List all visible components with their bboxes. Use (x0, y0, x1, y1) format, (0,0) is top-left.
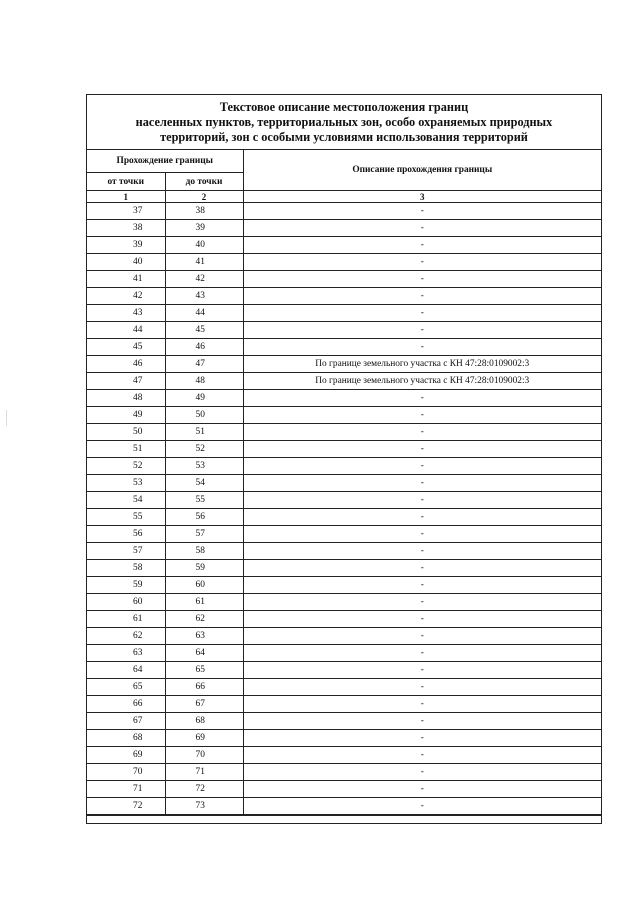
table-row (87, 322, 601, 339)
table-row (87, 679, 601, 696)
cell-description: - (243, 543, 601, 560)
table-row (87, 509, 601, 526)
cell-from-point: 53 (87, 475, 165, 492)
table-row (87, 305, 601, 322)
cell-description: - (243, 339, 601, 356)
document-title (87, 95, 601, 150)
table-row (87, 628, 601, 645)
table-row (87, 781, 601, 798)
cell-description: - (243, 594, 601, 611)
cell-description: - (243, 271, 601, 288)
title-line: территорий, зон с особыми условиями использования территорий (160, 130, 528, 144)
cell-from-point: 56 (87, 526, 165, 543)
cell-to-point: 69 (165, 730, 243, 747)
cell-to-point: 47 (165, 356, 243, 373)
table-row (87, 662, 601, 679)
cell-from-point: 49 (87, 407, 165, 424)
table-body (87, 203, 601, 815)
cell-description: - (243, 254, 601, 271)
cell-description: - (243, 458, 601, 475)
title-line: населенных пунктов, территориальных зон, особо охраняемых природных (135, 115, 553, 129)
table-row (87, 560, 601, 577)
cell-to-point: 73 (165, 798, 243, 815)
cell-to-point: 58 (165, 543, 243, 560)
cell-to-point: 62 (165, 611, 243, 628)
table-row (87, 696, 601, 713)
table-row (87, 475, 601, 492)
table-row (87, 220, 601, 237)
cell-from-point: 44 (87, 322, 165, 339)
cell-from-point: 51 (87, 441, 165, 458)
cell-description: - (243, 305, 601, 322)
cell-description: - (243, 407, 601, 424)
header-col-2: 2 (165, 191, 243, 203)
table-row (87, 543, 601, 560)
cell-description: - (243, 288, 601, 305)
table-row (87, 407, 601, 424)
cell-description: - (243, 611, 601, 628)
cell-description: - (243, 441, 601, 458)
cell-to-point: 59 (165, 560, 243, 577)
table-row (87, 645, 601, 662)
cell-to-point: 45 (165, 322, 243, 339)
cell-to-point: 42 (165, 271, 243, 288)
cell-from-point: 69 (87, 747, 165, 764)
scan-margin-mark (6, 410, 7, 426)
cell-from-point: 66 (87, 696, 165, 713)
cell-to-point: 63 (165, 628, 243, 645)
cell-to-point: 57 (165, 526, 243, 543)
cell-to-point: 50 (165, 407, 243, 424)
header-passage: Прохождение границы (87, 150, 243, 173)
cell-to-point: 65 (165, 662, 243, 679)
header-from-point: от точки (87, 173, 165, 191)
cell-from-point: 48 (87, 390, 165, 407)
table-row (87, 713, 601, 730)
cell-description: - (243, 577, 601, 594)
cell-from-point: 55 (87, 509, 165, 526)
cell-description: - (243, 798, 601, 815)
table-row (87, 288, 601, 305)
cell-from-point: 42 (87, 288, 165, 305)
cell-to-point: 38 (165, 203, 243, 220)
cell-from-point: 72 (87, 798, 165, 815)
cell-to-point: 41 (165, 254, 243, 271)
cell-description: - (243, 747, 601, 764)
table-row (87, 458, 601, 475)
table-row (87, 390, 601, 407)
cell-to-point: 72 (165, 781, 243, 798)
cell-from-point: 65 (87, 679, 165, 696)
cell-description: - (243, 730, 601, 747)
cell-to-point: 39 (165, 220, 243, 237)
cell-from-point: 62 (87, 628, 165, 645)
cell-to-point: 67 (165, 696, 243, 713)
cell-description: - (243, 526, 601, 543)
cell-description: - (243, 628, 601, 645)
cell-from-point: 40 (87, 254, 165, 271)
table-footer-strip (86, 815, 602, 824)
cell-to-point: 61 (165, 594, 243, 611)
cell-description: - (243, 475, 601, 492)
cell-description: - (243, 696, 601, 713)
table-row (87, 203, 601, 220)
table-row (87, 747, 601, 764)
cell-to-point: 70 (165, 747, 243, 764)
cell-from-point: 68 (87, 730, 165, 747)
cell-to-point: 51 (165, 424, 243, 441)
table-row (87, 356, 601, 373)
cell-to-point: 49 (165, 390, 243, 407)
cell-from-point: 37 (87, 203, 165, 220)
cell-to-point: 44 (165, 305, 243, 322)
cell-from-point: 39 (87, 237, 165, 254)
cell-from-point: 47 (87, 373, 165, 390)
cell-from-point: 46 (87, 356, 165, 373)
cell-description: - (243, 679, 601, 696)
table-row (87, 254, 601, 271)
table-row (87, 492, 601, 509)
cell-to-point: 52 (165, 441, 243, 458)
cell-to-point: 40 (165, 237, 243, 254)
cell-from-point: 45 (87, 339, 165, 356)
header-col-3: 3 (243, 191, 601, 203)
document-sheet (86, 94, 602, 824)
cell-to-point: 43 (165, 288, 243, 305)
cell-description: По границе земельного участка с КН 47:28:0109002:3 (243, 373, 601, 390)
cell-to-point: 48 (165, 373, 243, 390)
cell-from-point: 63 (87, 645, 165, 662)
cell-from-point: 67 (87, 713, 165, 730)
cell-description: - (243, 560, 601, 577)
table-row (87, 373, 601, 390)
cell-from-point: 64 (87, 662, 165, 679)
cell-to-point: 68 (165, 713, 243, 730)
cell-to-point: 46 (165, 339, 243, 356)
table-row (87, 424, 601, 441)
cell-description: - (243, 764, 601, 781)
cell-description: - (243, 645, 601, 662)
table-row (87, 594, 601, 611)
table-row (87, 526, 601, 543)
cell-from-point: 71 (87, 781, 165, 798)
cell-description: - (243, 237, 601, 254)
cell-to-point: 55 (165, 492, 243, 509)
title-line: Текстовое описание местоположения границ (219, 100, 469, 114)
cell-to-point: 66 (165, 679, 243, 696)
table-row (87, 730, 601, 747)
table-row (87, 339, 601, 356)
cell-to-point: 60 (165, 577, 243, 594)
cell-from-point: 57 (87, 543, 165, 560)
cell-from-point: 43 (87, 305, 165, 322)
cell-to-point: 56 (165, 509, 243, 526)
cell-description: - (243, 220, 601, 237)
cell-description: - (243, 322, 601, 339)
header-col-1: 1 (87, 191, 165, 203)
cell-from-point: 61 (87, 611, 165, 628)
header-description: Описание прохождения границы (243, 150, 601, 191)
cell-from-point: 38 (87, 220, 165, 237)
cell-to-point: 53 (165, 458, 243, 475)
cell-from-point: 70 (87, 764, 165, 781)
cell-from-point: 41 (87, 271, 165, 288)
cell-from-point: 54 (87, 492, 165, 509)
cell-description: - (243, 390, 601, 407)
cell-description: - (243, 509, 601, 526)
cell-to-point: 71 (165, 764, 243, 781)
table-row (87, 237, 601, 254)
cell-description: По границе земельного участка с КН 47:28:0109002:3 (243, 356, 601, 373)
table-row (87, 577, 601, 594)
table-row (87, 764, 601, 781)
cell-description: - (243, 424, 601, 441)
cell-description: - (243, 203, 601, 220)
cell-description: - (243, 492, 601, 509)
cell-to-point: 54 (165, 475, 243, 492)
cell-from-point: 59 (87, 577, 165, 594)
table-frame (86, 94, 602, 815)
table-row (87, 271, 601, 288)
cell-from-point: 50 (87, 424, 165, 441)
table-row (87, 611, 601, 628)
cell-to-point: 64 (165, 645, 243, 662)
cell-description: - (243, 713, 601, 730)
boundary-table (87, 150, 601, 815)
cell-from-point: 58 (87, 560, 165, 577)
cell-description: - (243, 781, 601, 798)
cell-from-point: 52 (87, 458, 165, 475)
table-row (87, 441, 601, 458)
cell-from-point: 60 (87, 594, 165, 611)
header-to-point: до точки (165, 173, 243, 191)
cell-description: - (243, 662, 601, 679)
table-row (87, 798, 601, 815)
